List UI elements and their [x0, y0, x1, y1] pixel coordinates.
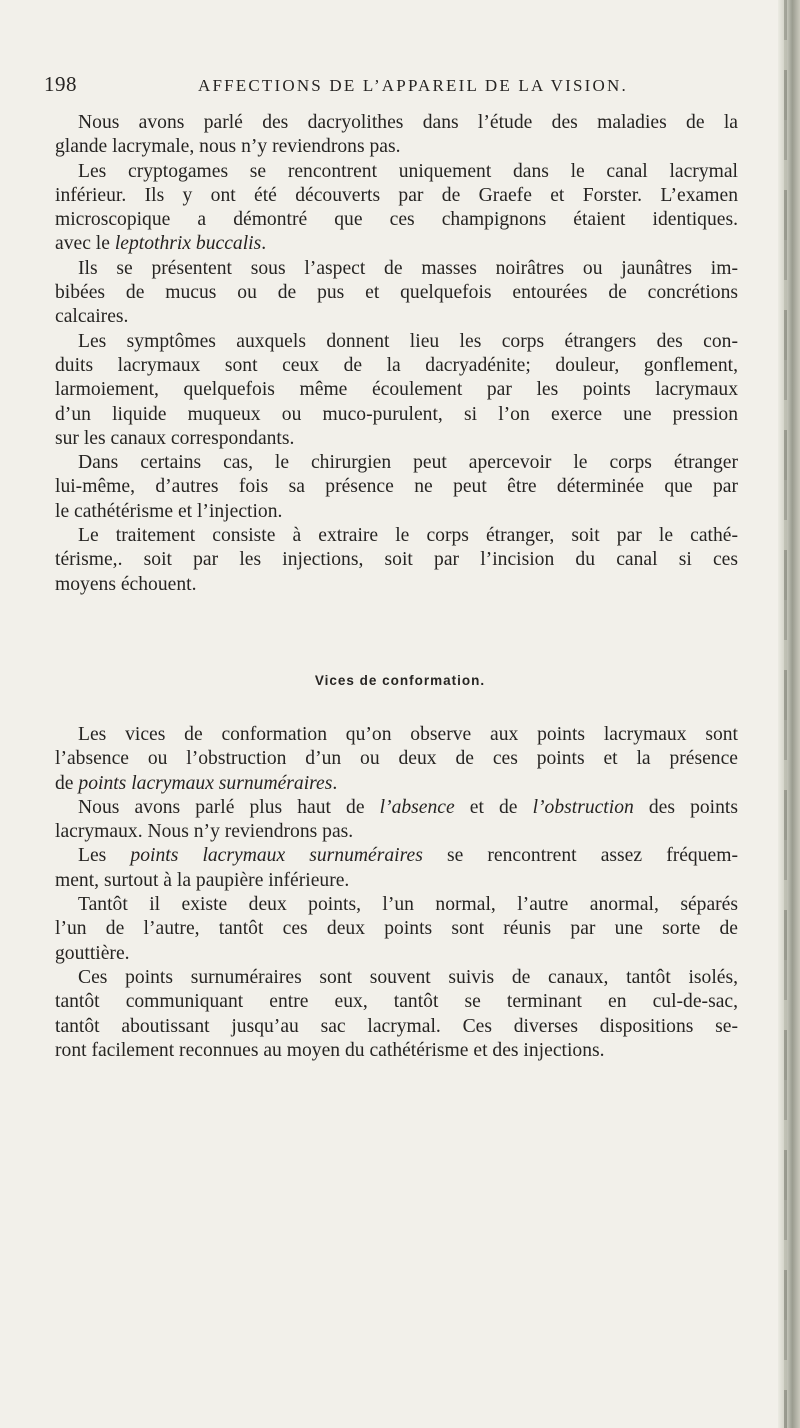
text-line	[55, 844, 738, 868]
line-text: glande lacrymale, nous n’y reviendrons pas.	[55, 136, 401, 158]
text-line	[55, 403, 738, 427]
text-line	[55, 796, 738, 820]
line-text: Tantôt il existe deux points, l’un normal, l’autre anormal, séparés	[78, 894, 738, 916]
text-line	[55, 990, 738, 1014]
text-block-conformation	[55, 723, 738, 1063]
line-text: et de	[454, 796, 533, 818]
line-text: Dans certains cas, le chirurgien peut apercevoir le corps étranger	[78, 452, 738, 474]
line-text: inférieur. Ils y ont été découverts par de Graefe et Forster. L’examen	[55, 184, 738, 206]
text-line	[55, 1039, 738, 1063]
text-line	[55, 451, 738, 475]
text-line	[55, 723, 738, 747]
text-line	[55, 160, 738, 184]
italic-term: l’obstruction	[532, 796, 634, 818]
text-line	[55, 232, 738, 256]
line-text: gouttière.	[55, 942, 130, 964]
text-line	[55, 548, 738, 572]
text-line	[55, 942, 738, 966]
text-line	[55, 1015, 738, 1039]
line-text: Le traitement consiste à extraire le corps étranger, soit par le cathé-	[78, 525, 738, 547]
line-text: lacrymaux. Nous n’y reviendrons pas.	[55, 821, 354, 843]
text-line	[55, 257, 738, 281]
text-line	[55, 354, 738, 378]
line-text: .	[332, 772, 338, 794]
line-text: tantôt communiquant entre eux, tantôt se terminant en cul-de-sac,	[55, 991, 738, 1013]
italic-term: l’absence	[379, 796, 455, 818]
page-edge-shadow	[778, 0, 800, 1428]
text-block-symptoms	[55, 111, 738, 597]
line-text: microscopique a démontré que ces champignons étaient identiques.	[55, 209, 738, 231]
line-text: Ces points surnuméraires sont souvent suivis de canaux, tantôt isolés,	[78, 966, 738, 988]
text-line	[55, 427, 738, 451]
line-text: bibées de mucus ou de pus et quelquefois entourées de concrétions	[55, 282, 738, 304]
line-text: lui-même, d’autres fois sa présence ne peut être déterminée que par	[55, 476, 738, 498]
line-text: d’un liquide muqueux ou muco-purulent, si l’on exerce une pression	[55, 403, 738, 425]
text-line	[55, 893, 738, 917]
text-line	[55, 524, 738, 548]
text-line	[55, 966, 738, 990]
text-line	[55, 772, 738, 796]
text-line	[55, 917, 738, 941]
line-text: l’absence ou l’obstruction d’un ou deux de ces points et la présence	[55, 748, 738, 770]
text-line	[55, 475, 738, 499]
text-line	[55, 305, 738, 329]
line-text: ment, surtout à la paupière inférieure.	[55, 869, 350, 891]
text-line	[55, 281, 738, 305]
line-text: Nous avons parlé plus haut de	[78, 796, 380, 818]
section-heading: Vices de conformation.	[314, 673, 486, 688]
line-text: ront facilement reconnues au moyen du cathétérisme et des injections.	[55, 1039, 605, 1061]
italic-term: points lacrymaux surnuméraires	[130, 845, 423, 867]
line-text: calcaires.	[55, 306, 129, 328]
page-number: 198	[44, 72, 77, 96]
line-text: l’un de l’autre, tantôt ces deux points sont réunis par une sorte de	[55, 918, 738, 940]
italic-term: leptothrix buccalis	[114, 233, 262, 255]
text-line	[55, 208, 738, 232]
line-text: Les symptômes auxquels donnent lieu les corps étrangers des con-	[78, 330, 738, 352]
line-text: Nous avons parlé des dacryolithes dans l’étude des maladies de la	[78, 112, 738, 133]
text-line	[55, 573, 738, 597]
line-text: le cathétérisme et l’injection.	[55, 500, 283, 522]
line-text: Les	[78, 845, 131, 867]
line-text: .	[261, 233, 267, 255]
text-line	[55, 135, 738, 159]
text-line	[55, 869, 738, 893]
line-text: se rencontrent assez fréquem-	[422, 845, 738, 867]
line-text: larmoiement, quelquefois même écoulement par les points lacrymaux	[55, 379, 738, 401]
line-text: sur les canaux correspondants.	[55, 427, 295, 449]
italic-term: points lacrymaux surnuméraires	[78, 772, 333, 794]
text-line	[55, 820, 738, 844]
running-head: AFFECTIONS DE L’APPAREIL DE LA VISION.	[198, 76, 628, 95]
text-line	[55, 184, 738, 208]
text-line	[55, 378, 738, 402]
line-text: Les vices de conformation qu’on observe aux points lacrymaux sont	[78, 724, 738, 745]
line-text: térisme,. soit par les injections, soit par l’incision du canal si ces	[55, 549, 738, 571]
line-text: des points	[633, 796, 738, 818]
text-line	[55, 330, 738, 354]
line-text: Les cryptogames se rencontrent uniquement dans le canal lacrymal	[78, 160, 738, 182]
text-line	[55, 747, 738, 771]
line-text: de	[55, 772, 79, 794]
text-line	[55, 500, 738, 524]
line-text: tantôt aboutissant jusqu’au sac lacrymal. Ces diverses dispositions se-	[55, 1015, 738, 1037]
line-text: Ils se présentent sous l’aspect de masses noirâtres ou jaunâtres im-	[78, 257, 738, 279]
text-line	[55, 111, 738, 135]
line-text: duits lacrymaux sont ceux de la dacryadénite; douleur, gonflement,	[55, 354, 738, 376]
line-text: moyens échouent.	[55, 573, 197, 595]
line-text: avec le	[55, 233, 115, 255]
